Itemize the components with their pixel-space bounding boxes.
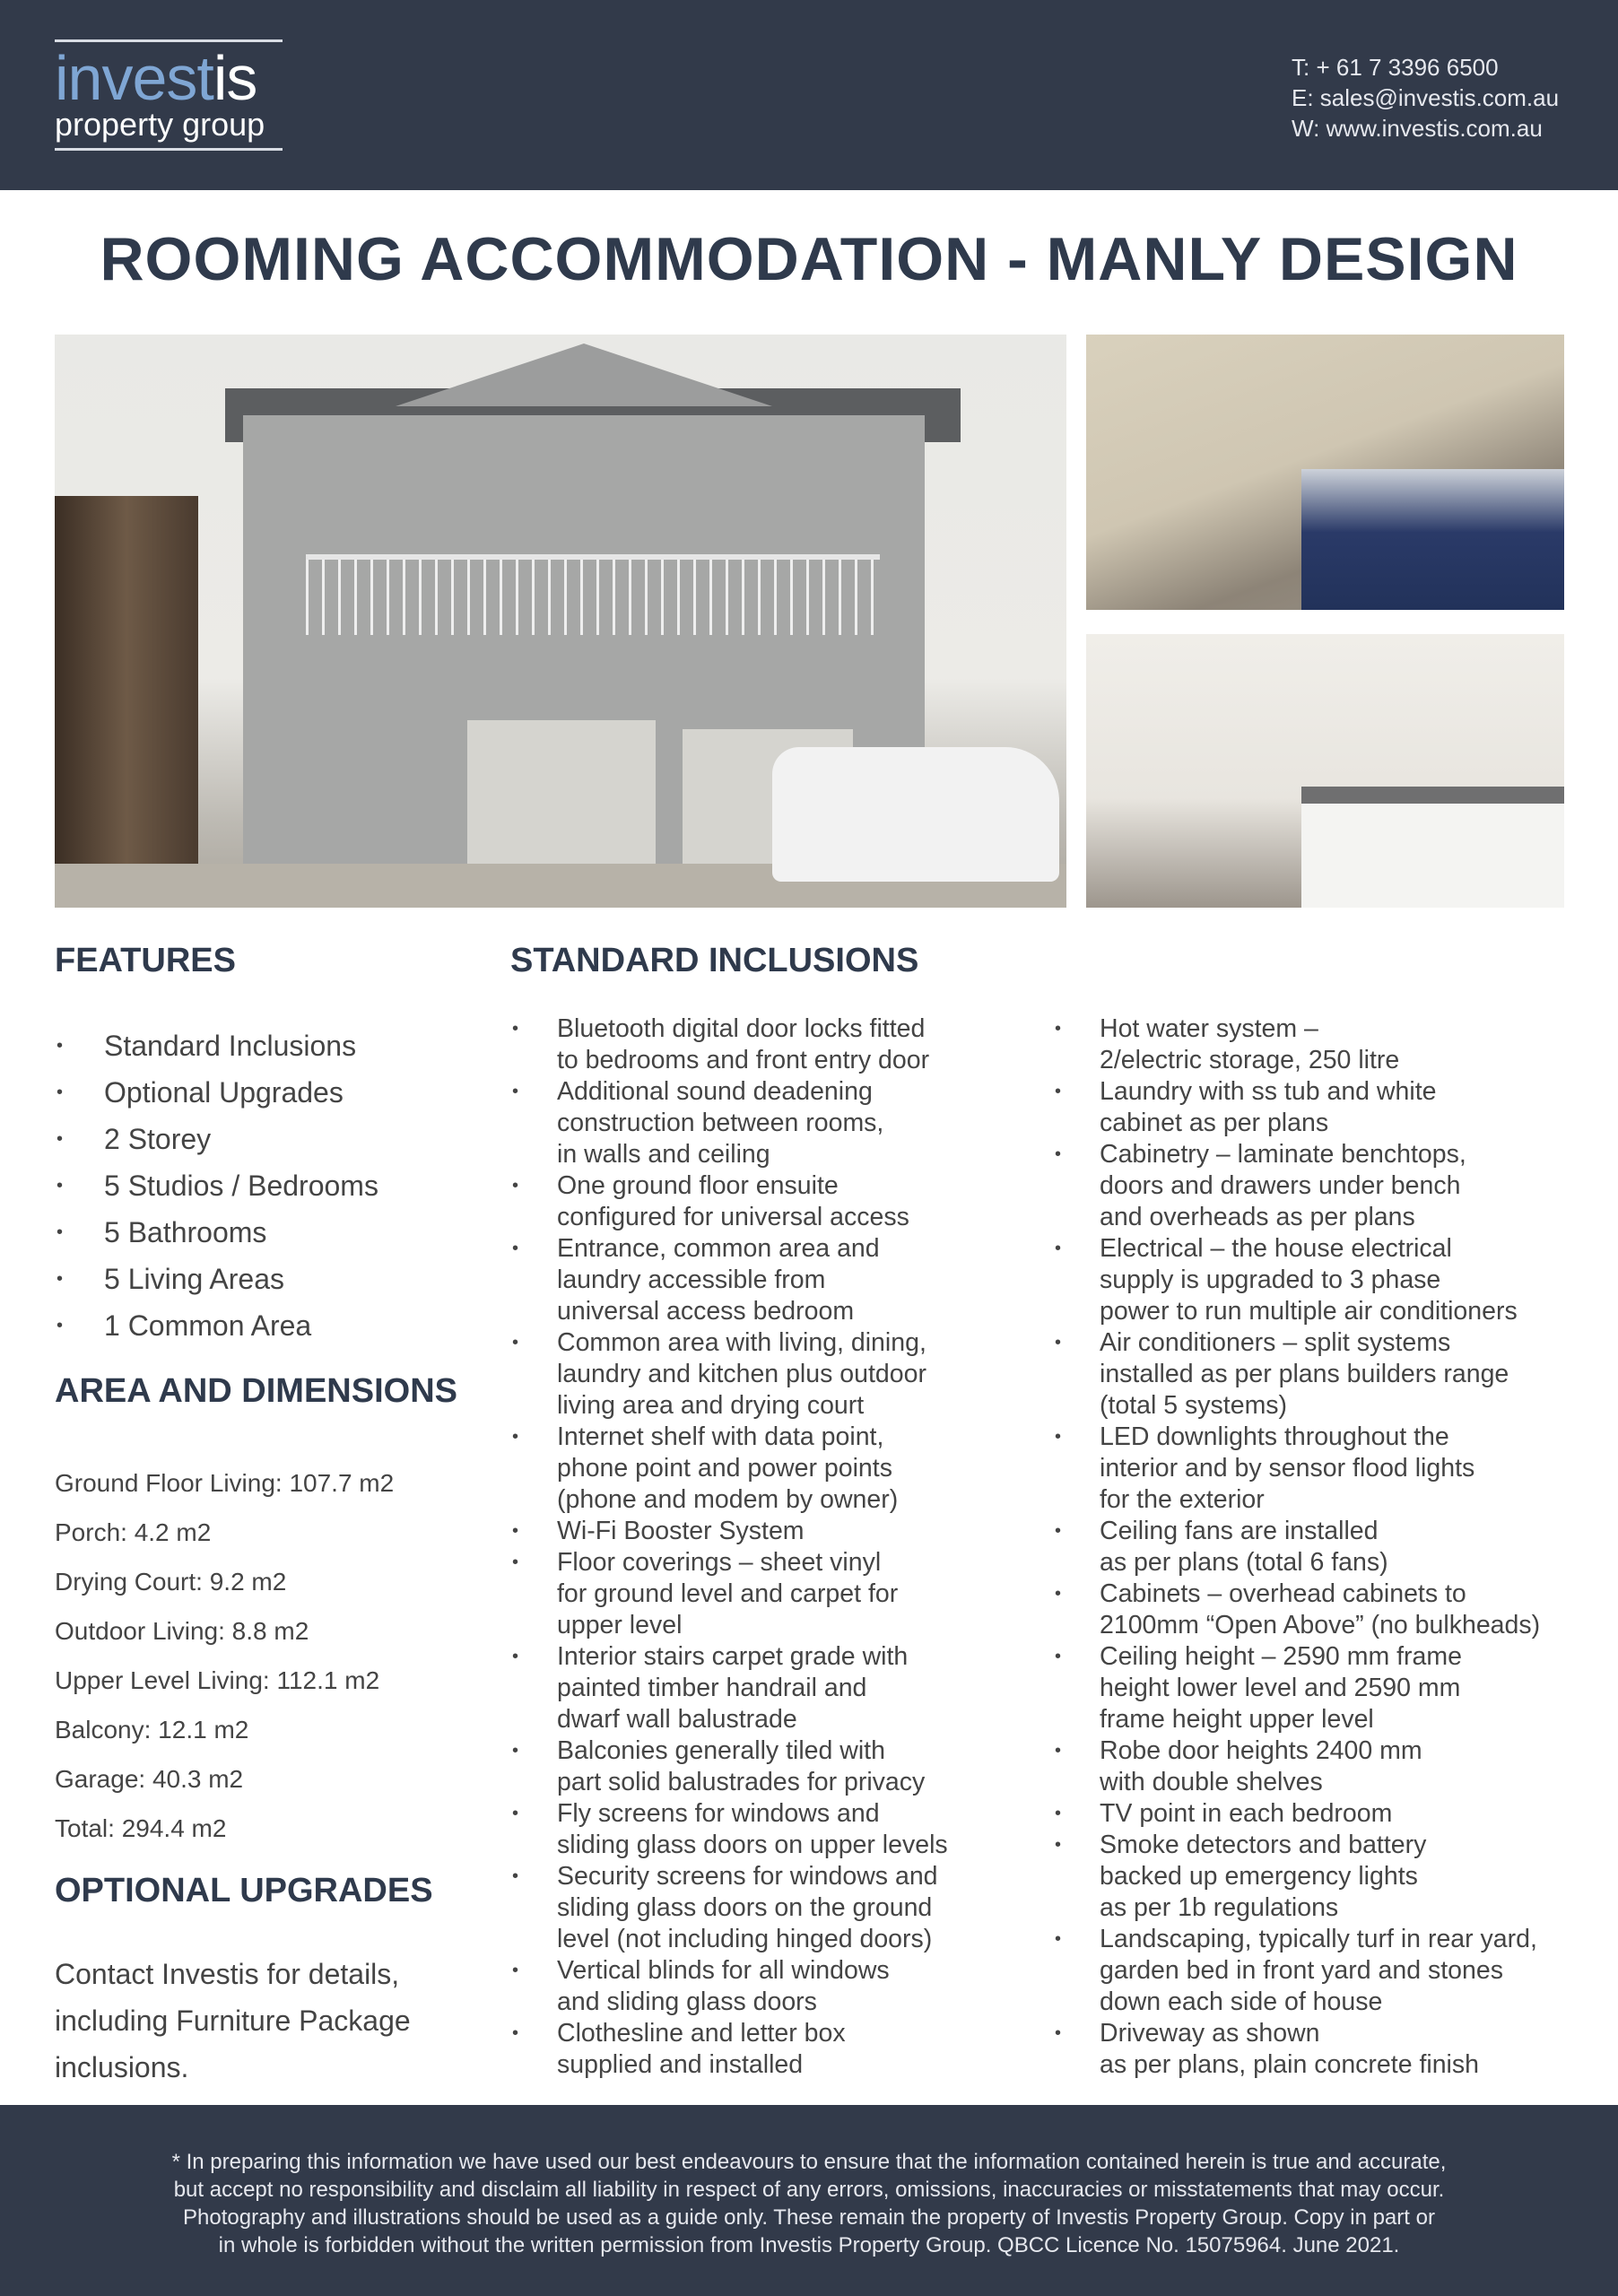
inclusion-item: • Ceiling fans are installed as per plans (total 6 fans) [1053, 1516, 1609, 1578]
area-item: Garage: 40.3 m2 [55, 1765, 244, 1793]
inclusion-item: • Landscaping, typically turf in rear yard, garden bed in front yard and stones down each side of house [1053, 1924, 1609, 2018]
inclusion-item: • Ceiling height – 2590 mm frame height lower level and 2590 mm frame height upper level [1053, 1641, 1609, 1735]
inclusion-item: • One ground floor ensuite configured for universal access [510, 1170, 1013, 1233]
inclusion-item: • Vertical blinds for all windows and sliding glass doors [510, 1955, 1013, 2018]
header [0, 0, 1618, 190]
area-item: Ground Floor Living: 107.7 m2 [55, 1469, 395, 1497]
logo-text-is: is [213, 43, 257, 113]
company-logo [55, 39, 283, 151]
bedroom-photo [1086, 335, 1564, 610]
area-heading: AREA AND DIMENSIONS [55, 1372, 457, 1410]
list-item: • 1 Common Area [55, 1302, 378, 1349]
inclusion-item: • Wi-Fi Booster System [510, 1516, 1013, 1547]
features-heading: FEATURES [55, 942, 236, 979]
inclusion-item: • Driveway as shown as per plans, plain concrete finish [1053, 2018, 1609, 2081]
optional-upgrades-heading: OPTIONAL UPGRADES [55, 1872, 433, 1909]
list-item: • 5 Studios / Bedrooms [55, 1162, 378, 1209]
inclusion-item: • Interior stairs carpet grade with painted timber handrail and dwarf wall balustrade [510, 1641, 1013, 1735]
inclusion-item: • Robe door heights 2400 mm with double shelves [1053, 1735, 1609, 1798]
area-list [55, 1458, 394, 1853]
inclusion-item: • LED downlights throughout the interior and by sensor flood lights for the exterior [1053, 1422, 1609, 1516]
area-item: Drying Court: 9.2 m2 [55, 1568, 287, 1596]
inclusion-item: • Common area with living, dining, laundry and kitchen plus outdoor living area and drying court [510, 1327, 1013, 1422]
area-item: Porch: 4.2 m2 [55, 1518, 212, 1546]
footer [0, 2105, 1618, 2296]
kitchen-photo [1086, 634, 1564, 908]
inclusion-item: • Clothesline and letter box supplied and installed [510, 2018, 1013, 2081]
inclusion-item: • Balconies generally tiled with part solid balustrades for privacy [510, 1735, 1013, 1798]
inclusion-item: • Floor coverings – sheet vinyl for ground level and carpet for upper level [510, 1547, 1013, 1641]
inclusions-column-1 [510, 1013, 1013, 2081]
optional-upgrades-text: Contact Investis for details, including Furniture Package inclusions. [55, 1958, 411, 2083]
area-item: Total: 294.4 m2 [55, 1814, 227, 1842]
list-item: • 5 Living Areas [55, 1256, 378, 1302]
inclusion-item: • Additional sound deadening construction between rooms, in walls and ceiling [510, 1076, 1013, 1170]
logo-text-invest: invest [55, 43, 213, 113]
contact-info [1292, 52, 1559, 144]
area-item: Outdoor Living: 8.8 m2 [55, 1617, 309, 1645]
inclusion-item: • Entrance, common area and laundry accessible from universal access bedroom [510, 1233, 1013, 1327]
inclusion-item: • Smoke detectors and battery backed up emergency lights as per 1b regulations [1053, 1830, 1609, 1924]
features-list [55, 1022, 378, 1349]
inclusion-item: • Security screens for windows and sliding glass doors on the ground level (not including hinged doors) [510, 1861, 1013, 1955]
standard-inclusions-heading: STANDARD INCLUSIONS [510, 942, 919, 979]
logo-tagline: property group [55, 106, 265, 143]
house-exterior-photo [55, 335, 1066, 908]
inclusion-item: • TV point in each bedroom [1053, 1798, 1609, 1830]
list-item: • 5 Bathrooms [55, 1209, 378, 1256]
inclusion-item: • Electrical – the house electrical supply is upgraded to 3 phase power to run multiple air conditioners [1053, 1233, 1609, 1327]
list-item: • Standard Inclusions [55, 1022, 378, 1069]
page-title: ROOMING ACCOMMODATION - MANLY DESIGN [100, 225, 1518, 293]
inclusion-item: • Bluetooth digital door locks fitted to bedrooms and front entry door [510, 1013, 1013, 1076]
inclusion-item: • Cabinetry – laminate benchtops, doors and drawers under bench and overheads as per plans [1053, 1139, 1609, 1233]
disclaimer: * In preparing this information we have used our best endeavours to ensure that the information contained herein is true and accurate, but accept no responsibility and disclaim all liability in respect of any errors, omissions, inaccuracies or misstatements that may occur. Photography and illustrations should be used as a guide only. These remain the property of Investis Property Group. Copy in part or in whole is forbidden without the written permission from Investis Property Group. QBCC Licence No. 15075964. June 2021. [171, 2150, 1447, 2257]
list-item: • 2 Storey [55, 1116, 378, 1162]
inclusions-column-2 [1053, 1013, 1609, 2081]
email-link[interactable]: E: sales@investis.com.au [1292, 84, 1560, 111]
website-link[interactable]: W: www.investis.com.au [1292, 115, 1543, 142]
inclusion-item: • Laundry with ss tub and white cabinet as per plans [1053, 1076, 1609, 1139]
list-item: • Optional Upgrades [55, 1069, 378, 1116]
inclusion-item: • Fly screens for windows and sliding glass doors on upper levels [510, 1798, 1013, 1861]
inclusion-item: • Internet shelf with data point, phone point and power points (phone and modem by owner) [510, 1422, 1013, 1516]
phone: T: + 61 7 3396 6500 [1292, 54, 1499, 81]
inclusion-item: • Cabinets – overhead cabinets to 2100mm “Open Above” (no bulkheads) [1053, 1578, 1609, 1641]
inclusion-item: • Hot water system – 2/electric storage, 250 litre [1053, 1013, 1609, 1076]
area-item: Balcony: 12.1 m2 [55, 1716, 249, 1744]
area-item: Upper Level Living: 112.1 m2 [55, 1666, 380, 1694]
inclusion-item: • Air conditioners – split systems installed as per plans builders range (total 5 systems) [1053, 1327, 1609, 1422]
